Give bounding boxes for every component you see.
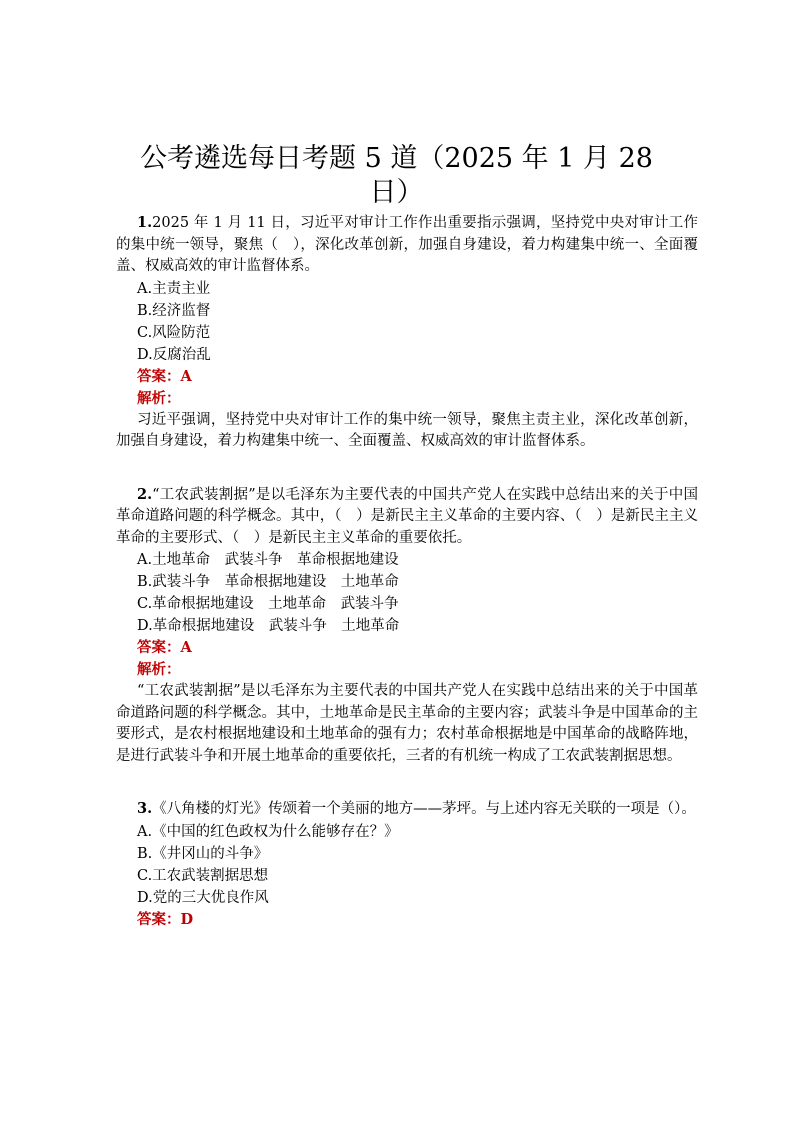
answer-line <box>116 909 698 931</box>
question-stem <box>116 212 698 278</box>
question-stem <box>116 484 698 550</box>
question-number: 3. <box>137 800 153 817</box>
question-stem <box>116 798 698 821</box>
option-d: D.革命根据地建设 武装斗争 土地革命 <box>137 618 400 634</box>
option-b: B.经济监督 <box>137 302 211 319</box>
question-1 <box>116 212 698 453</box>
question-3 <box>116 798 698 931</box>
analysis-label: 解析： <box>137 661 181 678</box>
analysis-text: “工农武装割据”是以毛泽东为主要代表的中国共产党人在实践中总结出来的关于中国革命道路问题的科学概念。其中，土地革命是民主革命的主要内容；武装斗争是中国革命的主要形式，是农村根据地建设和土地革命的强有力；农村革命根据地是中国革命的战略阵地，是进行武装斗争和开展土地革命的重要依托，三者的有机统一构成了工农武装割据思想。 <box>116 683 698 764</box>
answer-line <box>116 366 698 388</box>
question-number: 2. <box>137 485 153 503</box>
question-text: 2025 年 1 月 11 日，习近平对审计工作作出重要指示强调，坚持党中央对审计工作的集中统一领导，聚焦（ ），深化改革创新，加强自身建设，着力构建集中统一、全面覆盖、权威高效的审计监督体系。 <box>116 215 698 274</box>
question-2 <box>116 484 698 768</box>
analysis-label: 解析： <box>137 389 181 407</box>
spacer <box>116 453 698 484</box>
option-c: C.工农武装割据思想 <box>137 867 269 884</box>
option-c: C.革命根据地建设 土地革命 武装斗争 <box>137 596 399 612</box>
option-b: B.《井冈山的斗争》 <box>137 845 269 862</box>
answer-label: 答案： <box>137 639 181 656</box>
question-text: “工农武装割据”是以毛泽东为主要代表的中国共产党人在实践中总结出来的关于中国革命道路问题的科学概念。其中，（ ）是新民主主义革命的主要内容、（ ）是新民主主义革命的主要形式、（ ）是新民主主义革命的重要依托。 <box>116 486 698 546</box>
page-title: 公考遴选每日考题 5 道（2025 年 1 月 28 日） <box>140 143 653 208</box>
question-number: 1. <box>137 214 153 231</box>
answer-value: D <box>180 910 194 928</box>
option-b: B.武装斗争 革命根据地建设 土地革命 <box>137 574 399 590</box>
option-d: D.反腐治乱 <box>137 346 211 363</box>
spacer <box>116 767 698 798</box>
answer-label: 答案： <box>137 367 181 385</box>
answer-line <box>116 637 698 659</box>
question-list <box>116 212 698 931</box>
question-text: 《八角楼的灯光》传颂着一个美丽的地方——茅坪。与上述内容无关联的一项是（）。 <box>152 801 696 817</box>
option-d: D.党的三大优良作风 <box>137 889 269 906</box>
analysis-text: 习近平强调，坚持党中央对审计工作的集中统一领导，聚焦主责主业，深化改革创新，加强自身建设，着力构建集中统一、全面覆盖、权威高效的审计监督体系。 <box>116 411 698 449</box>
answer-value: A <box>180 367 192 385</box>
option-a: A.主责主业 <box>137 280 211 297</box>
answer-value: A <box>180 639 192 656</box>
answer-label: 答案： <box>137 910 181 928</box>
option-a: A.土地革命 武装斗争 革命根据地建设 <box>137 552 399 568</box>
option-a: A.《中国的红色政权为什么能够存在？》 <box>137 823 399 840</box>
option-c: C.风险防范 <box>137 324 211 341</box>
